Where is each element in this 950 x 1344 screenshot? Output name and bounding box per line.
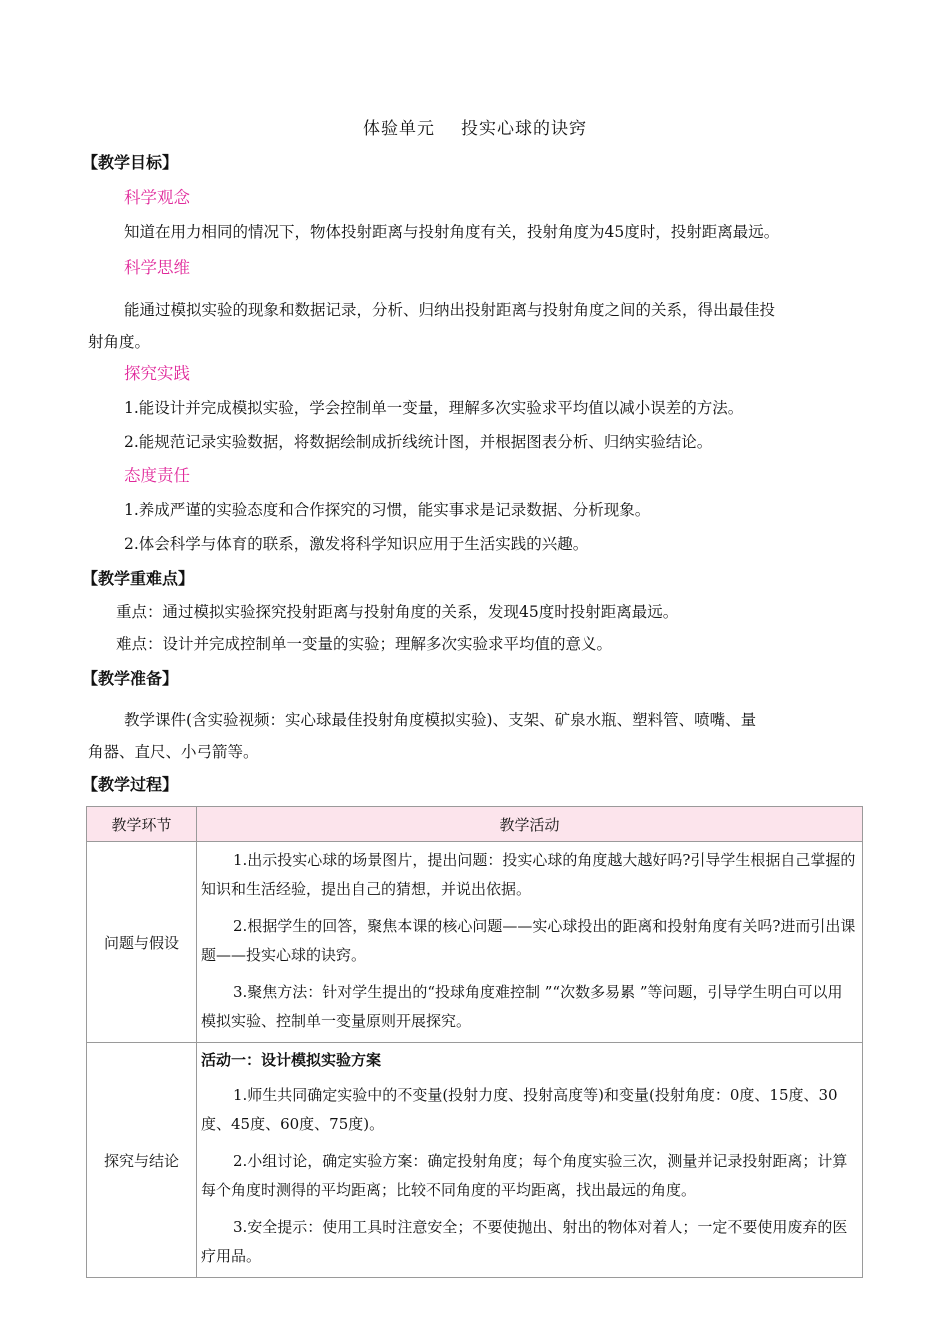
activity-cell <box>197 1043 863 1278</box>
section-objectives: 【教学目标】 <box>82 153 179 172</box>
activity-paragraph: 3.聚焦方法：针对学生提出的“投球角度难控制 ”“次数多易累 ”等问题，引导学生明白可以用模拟实验、控制单一变量原则开展探究。 <box>201 983 843 1030</box>
section-preparation: 【教学准备】 <box>82 669 179 688</box>
thinking-text-line1: 能通过模拟实验的现象和数据记录，分析、归纳出投射距离与投射角度之间的关系，得出最佳投 <box>124 301 776 319</box>
header-activity: 教学活动 <box>197 807 863 842</box>
stage-question: 问题与假设 <box>87 842 197 1043</box>
subheading-concept: 科学观念 <box>124 188 190 207</box>
activity-paragraph: 2.小组讨论，确定实验方案：确定投射角度；每个角度实验三次，测量并记录投射距离；计算每个角度时测得的平均距离；比较不同角度的平均距离，找出最远的角度。 <box>201 1152 848 1199</box>
key-difficulty: 难点：设计并完成控制单一变量的实验；理解多次实验求平均值的意义。 <box>116 635 613 653</box>
page-title <box>0 114 950 139</box>
activity-paragraph: 1.出示投实心球的场景图片，提出问题：投实心球的角度越大越好吗?引导学生根据自己掌握的知识和生活经验，提出自己的猜想，并说出依据。 <box>201 851 856 898</box>
activity-paragraph: 3.安全提示：使用工具时注意安全；不要使抛出、射出的物体对着人；一定不要使用废弃的医疗用品。 <box>201 1218 848 1265</box>
section-process: 【教学过程】 <box>82 775 179 794</box>
preparation-line2: 角器、直尺、小弓箭等。 <box>88 743 259 761</box>
thinking-text-line2: 射角度。 <box>88 333 151 351</box>
process-table <box>86 806 863 1278</box>
activity-title: 活动一：设计模拟实验方案 <box>201 1051 382 1069</box>
activity-paragraph: 1.师生共同确定实验中的不变量(投射力度、投射高度等)和变量(投射角度：0度、15度、30度、45度、60度、75度)。 <box>201 1086 838 1133</box>
header-stage: 教学环节 <box>87 807 197 842</box>
concept-text: 知道在用力相同的情况下，物体投射距离与投射角度有关，投射角度为45度时，投射距离最远。 <box>124 223 780 241</box>
subheading-attitude: 态度责任 <box>124 466 190 485</box>
table-row <box>87 1043 863 1278</box>
title-lesson: 投实心球的诀窍 <box>461 119 587 139</box>
table-row <box>87 842 863 1043</box>
table-header-row <box>87 807 863 842</box>
practice-item-2: 2.能规范记录实验数据，将数据绘制成折线统计图，并根据图表分析、归纳实验结论。 <box>124 433 713 451</box>
activity-paragraph: 2.根据学生的回答，聚焦本课的核心问题——实心球投出的距离和投射角度有关吗?进而引出课题——投实心球的诀窍。 <box>201 917 856 964</box>
title-unit: 体验单元 <box>363 119 435 139</box>
attitude-item-1: 1.养成严谨的实验态度和合作探究的习惯，能实事求是记录数据、分析现象。 <box>124 501 651 519</box>
practice-item-1: 1.能设计并完成模拟实验，学会控制单一变量，理解多次实验求平均值以减小误差的方法。 <box>124 399 744 417</box>
preparation-line1: 教学课件(含实验视频：实心球最佳投射角度模拟实验)、支架、矿泉水瓶、塑料管、喷嘴、量 <box>124 711 757 729</box>
key-focus: 重点：通过模拟实验探究投射距离与投射角度的关系，发现45度时投射距离最远。 <box>116 603 679 621</box>
attitude-item-2: 2.体会科学与体育的联系，激发将科学知识应用于生活实践的兴趣。 <box>124 535 589 553</box>
section-key-points: 【教学重难点】 <box>82 569 195 588</box>
activity-cell <box>197 842 863 1043</box>
subheading-thinking: 科学思维 <box>124 258 190 277</box>
stage-inquiry: 探究与结论 <box>87 1043 197 1278</box>
subheading-practice: 探究实践 <box>124 364 190 383</box>
